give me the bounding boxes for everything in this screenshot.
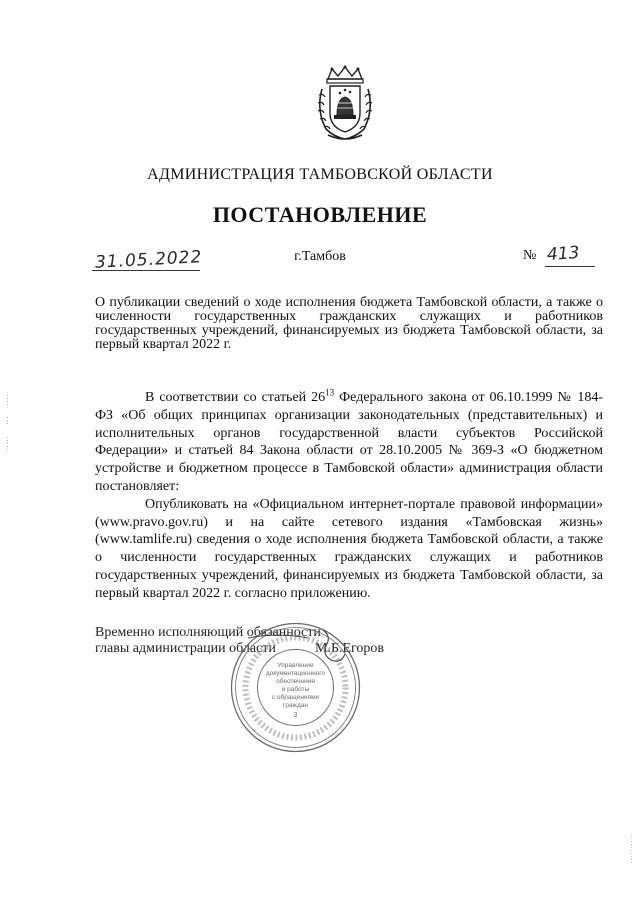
stamp-line-1: Управление xyxy=(277,662,314,669)
signer-position-line-1: Временно исполняющий обязанности xyxy=(95,625,321,640)
number-underline xyxy=(545,266,595,267)
coat-of-arms-emblem xyxy=(314,65,376,143)
body-paragraph-1-rest: Федерального закона от 06.10.1999 № 184-ФЗ «Об общих принципах организации законодательных (представительных) и исполнительных органов государственной власти субъектов Российской Федерации» и статьей 84 Закона области от 28.10.2005 № 369-З «О бюджетном устройстве и бюджетном процессе в Тамбовской области» администрация области постановляет: xyxy=(95,390,603,494)
document-number: 413 xyxy=(546,242,581,266)
body-paragraph-1-start: В соответствии со статьей 26 xyxy=(145,390,326,405)
stamp-line-5: с обращениями xyxy=(271,694,320,701)
date-underline xyxy=(92,270,200,271)
margin-mark xyxy=(6,395,9,450)
document-city: г.Тамбов xyxy=(294,249,346,264)
signer-name: М.Б.Егоров xyxy=(315,641,385,656)
article-superscript: 13 xyxy=(325,387,335,398)
stamp-line-3: обеспечения xyxy=(276,678,315,685)
document-subject: О публикации сведений о ходе исполнения бюджета Тамбовской области, а также о численности государственных гражданских служащих и работников государственных учреждений, финансируемых из бюджета Тамбовской области, за первый квартал 2022 г. xyxy=(95,295,603,352)
body-paragraph-1 xyxy=(95,389,603,496)
signer-position-line-2: главы администрации области xyxy=(95,641,276,656)
margin-mark-bottom xyxy=(630,835,633,863)
stamp-line-6: граждан xyxy=(283,702,308,709)
stamp-line-4: и работы xyxy=(281,686,310,693)
document-date: 31.05.2022 xyxy=(94,247,203,273)
document-type-title: ПОСТАНОВЛЕНИЕ xyxy=(212,202,428,227)
official-stamp xyxy=(228,620,363,755)
stamp-line-2: документационного xyxy=(265,670,326,677)
body-paragraph-2: Опубликовать на «Официальном интернет-портале правовой информации» (www.pravo.gov.ru) и на сайте сетевого издания «Тамбовская жизнь» (www.tamlife.ru) сведения о ходе исполнения бюджета Тамбовской области, а также о численности государственных гражданских служащих и работников государственных учреждений, финансируемых из бюджета Тамбовской области, за первый квартал 2022 г. согласно приложению. xyxy=(95,496,603,601)
organization-name: АДМИНИСТРАЦИЯ ТАМБОВСКОЙ ОБЛАСТИ xyxy=(147,166,493,183)
stamp-line-7: 3 xyxy=(293,712,298,719)
document-body xyxy=(95,389,603,603)
document-number-label: № xyxy=(523,248,537,263)
